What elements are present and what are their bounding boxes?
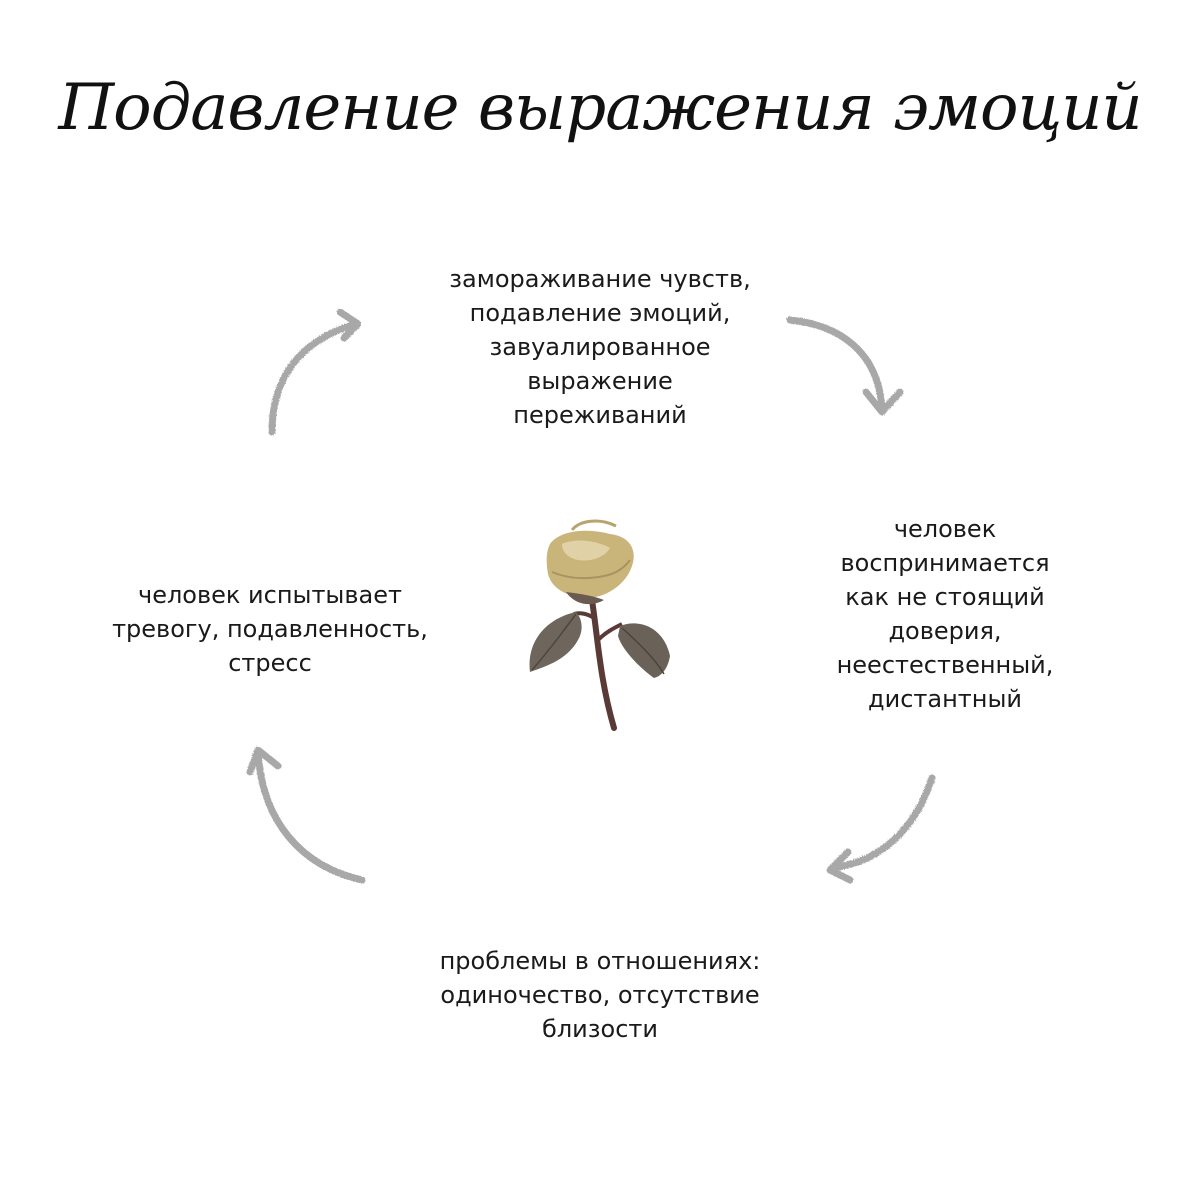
cycle-node-freezing-feelings: замораживание чувств, подавление эмоций, завуалированное выражение переживаний bbox=[449, 265, 751, 429]
cycle-node-anxiety-stress: человек испытывает тревогу, подавленность, стресс bbox=[112, 581, 428, 677]
cycle-node-perceived-untrustworthy: человек воспринимается как не стоящий доверия, неестественный, дистантный bbox=[836, 515, 1054, 713]
cycle-node-relationship-problems: проблемы в отношениях: одиночество, отсутствие близости bbox=[439, 947, 761, 1043]
page-title: Подавление выражения эмоций bbox=[58, 71, 1142, 145]
